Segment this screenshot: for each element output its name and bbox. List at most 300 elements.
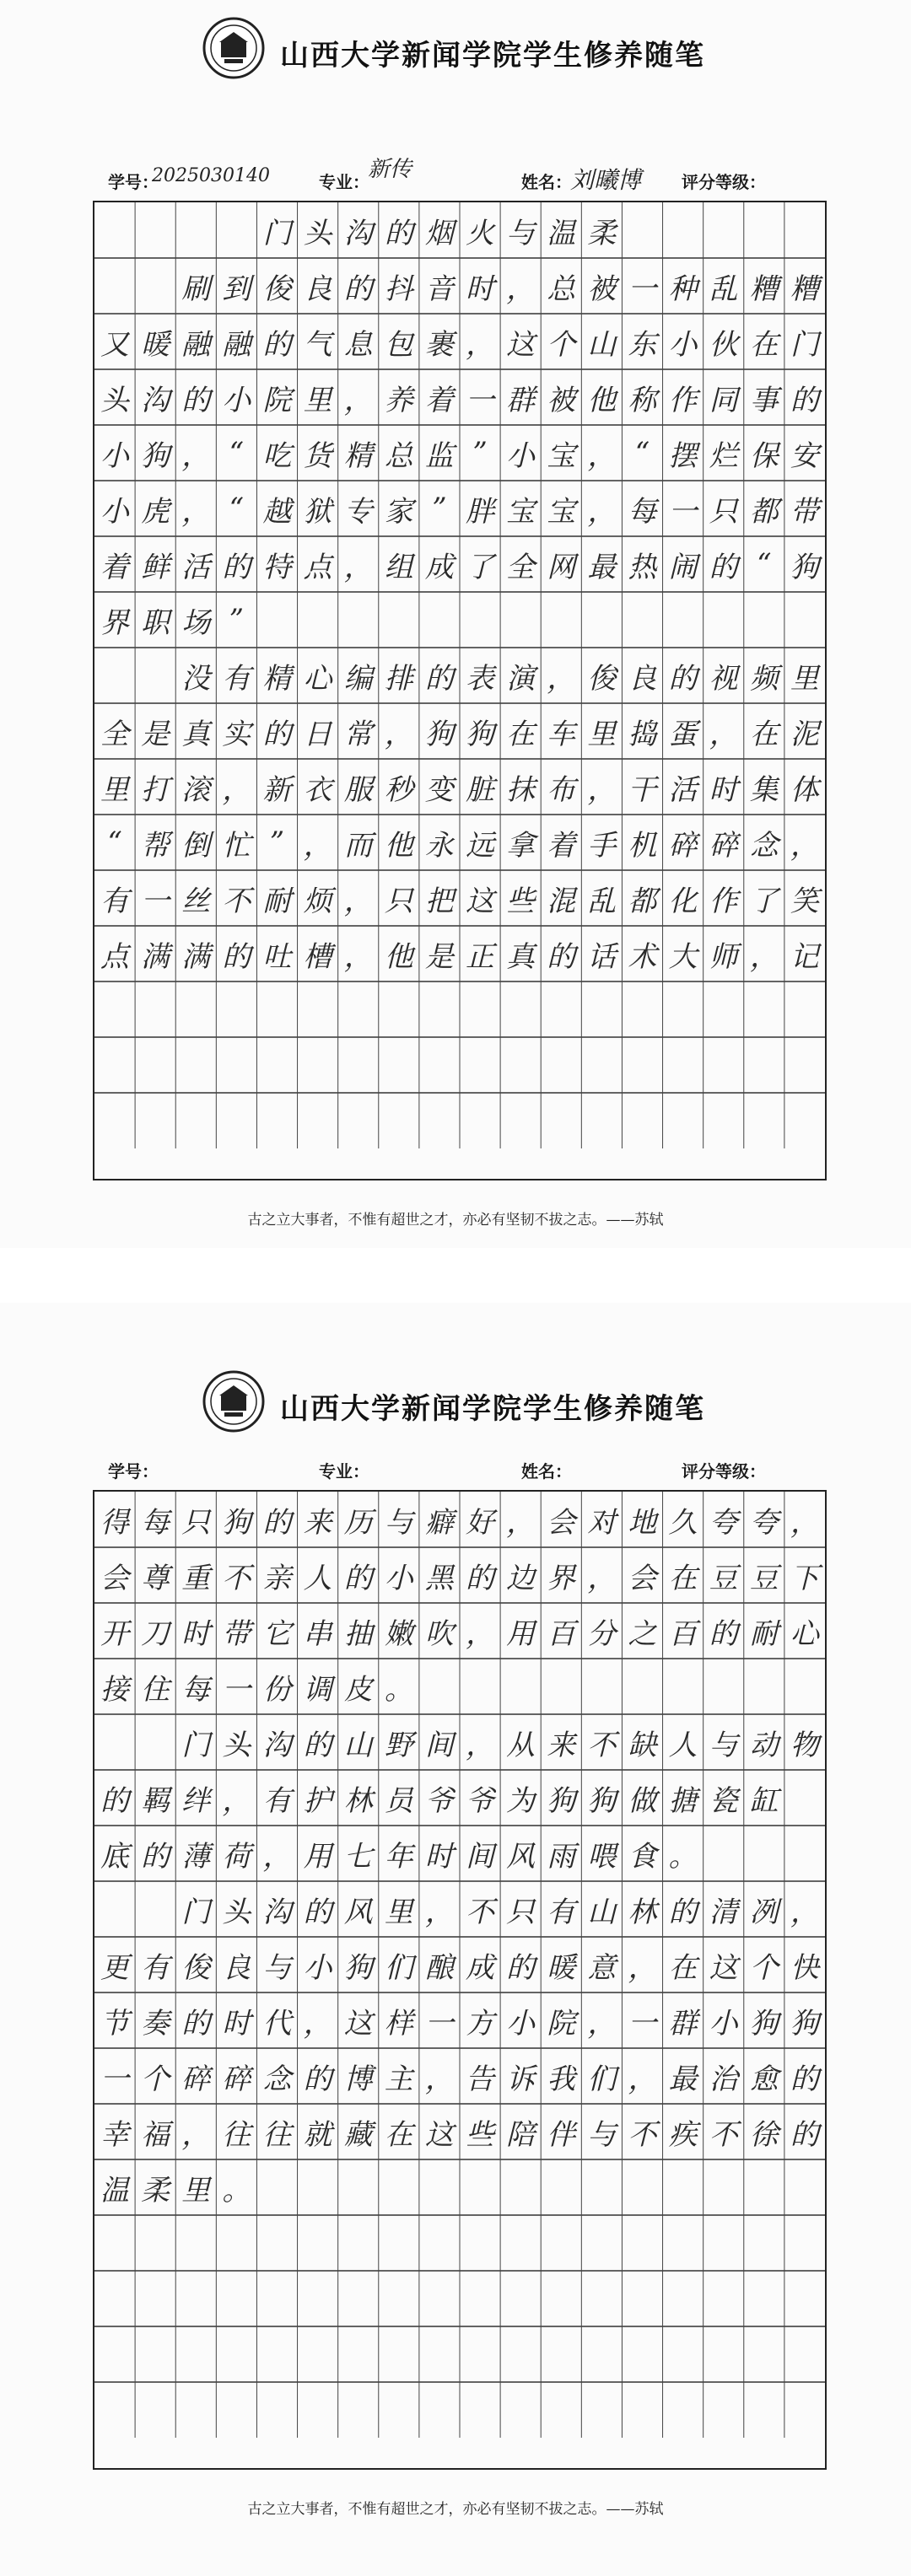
grid-character: ， xyxy=(343,383,373,417)
grid-character: 演 xyxy=(506,661,536,696)
grid-character: 调 xyxy=(303,1672,332,1707)
page-header xyxy=(0,0,911,93)
grid-character: 化 xyxy=(668,884,698,918)
grid-character: 野 xyxy=(384,1728,413,1762)
grid-character: 被 xyxy=(587,272,617,306)
grid-character: 总 xyxy=(384,438,413,473)
grid-character: 来 xyxy=(303,1505,332,1540)
grid-character: 林 xyxy=(343,1783,373,1818)
grid-character: ” xyxy=(269,826,285,859)
grid-character: 在 xyxy=(668,1950,698,1985)
grid-character: 物 xyxy=(790,1728,819,1762)
grid-character: 的 xyxy=(141,1839,170,1874)
grid-character: 活 xyxy=(668,772,698,807)
grid-character: 住 xyxy=(141,1672,170,1707)
grid-character: 狗 xyxy=(424,717,454,751)
essay-line xyxy=(94,703,825,759)
essay-line xyxy=(94,1826,825,1881)
essay-line xyxy=(94,1770,825,1826)
grid-character: ， xyxy=(343,939,373,974)
grid-character: 真 xyxy=(506,939,536,974)
grid-character xyxy=(94,258,135,314)
grid-character: “ xyxy=(229,492,245,525)
grid-character: 就 xyxy=(303,2117,332,2152)
grid-character: 倒 xyxy=(181,828,211,863)
grid-character: 车 xyxy=(547,717,576,751)
essay-title xyxy=(94,202,825,258)
grid-character: 滚 xyxy=(181,772,211,807)
grid-character xyxy=(135,258,175,314)
grid-character xyxy=(135,648,175,703)
grid-character: 我 xyxy=(547,2062,576,2096)
essay-line xyxy=(94,815,825,870)
grid-character: 他 xyxy=(384,828,413,863)
grid-character: 吃 xyxy=(262,438,292,473)
grid-character: 一 xyxy=(668,494,698,529)
grid-character: 的 xyxy=(668,1895,698,1929)
grade-label: 评分等级： xyxy=(682,172,766,192)
grid-character: 了 xyxy=(749,884,779,918)
grid-character: 摆 xyxy=(668,438,698,473)
essay-line xyxy=(94,1603,825,1659)
grid-character: 作 xyxy=(668,383,698,417)
grid-character: 精 xyxy=(262,661,292,696)
essay-line xyxy=(94,2271,825,2326)
grid-character: 保 xyxy=(749,438,779,473)
grid-character: 的 xyxy=(222,550,251,584)
grid-character: 豆 xyxy=(749,1561,779,1595)
grid-character: 百 xyxy=(668,1616,698,1651)
grid-character: 夸 xyxy=(749,1505,779,1540)
grid-character: 头 xyxy=(222,1895,251,1929)
grid-character: 特 xyxy=(262,550,292,584)
grid-character: 这 xyxy=(709,1950,738,1985)
grid-character: ， xyxy=(384,717,413,751)
grid-character: 串 xyxy=(303,1616,332,1651)
essay-line xyxy=(94,369,825,425)
grid-character: 术 xyxy=(628,939,657,974)
grid-character: 间 xyxy=(424,1728,454,1762)
grid-character: 集 xyxy=(749,772,779,807)
major-label: 专业： xyxy=(319,1461,369,1482)
grid-character: 念 xyxy=(749,828,779,863)
grid-character: 对 xyxy=(587,1505,617,1540)
grid-character: 变 xyxy=(424,772,454,807)
grid-character: 狗 xyxy=(749,2006,779,2041)
grid-character: 最 xyxy=(668,2062,698,2096)
grid-character: 动 xyxy=(749,1728,779,1762)
grid-character: 耐 xyxy=(749,1616,779,1651)
essay-line xyxy=(94,759,825,815)
grid-character: 院 xyxy=(262,383,292,417)
grid-character: 总 xyxy=(547,272,576,306)
grid-character: 在 xyxy=(506,717,536,751)
grid-character: 陪 xyxy=(506,2117,536,2152)
grid-character: 捣 xyxy=(628,717,657,751)
grid-character: 七 xyxy=(343,1839,373,1874)
grid-character: 货 xyxy=(303,438,332,473)
name-label: 姓名： xyxy=(521,172,572,192)
grid-character: 暖 xyxy=(141,327,170,362)
grid-character: 这 xyxy=(506,327,536,362)
grid-character: 不 xyxy=(587,1728,617,1762)
grid-character: 碎 xyxy=(709,828,738,863)
grid-character: 沟 xyxy=(262,1728,292,1762)
grid-character: 胖 xyxy=(466,494,495,529)
grid-character: 里 xyxy=(790,661,819,696)
writing-grid xyxy=(93,1490,827,2470)
grid-character: 小 xyxy=(506,2006,536,2041)
grid-character: 着 xyxy=(100,550,130,584)
grid-character: 雨 xyxy=(547,1839,576,1874)
grid-character: 了 xyxy=(466,550,495,584)
grid-character: 告 xyxy=(466,2062,495,2096)
grid-character: 柔 xyxy=(141,2173,170,2208)
grid-character: 包 xyxy=(384,327,413,362)
student-id-label: 学号： xyxy=(108,172,159,192)
university-seal-icon xyxy=(202,17,265,79)
grid-character: 爷 xyxy=(424,1783,454,1818)
grid-character: 藏 xyxy=(343,2117,373,2152)
grid-character: 个 xyxy=(749,1950,779,1985)
grid-character: 实 xyxy=(222,717,251,751)
grid-character: ， xyxy=(181,438,211,473)
grid-character: 院 xyxy=(547,2006,576,2041)
grid-character: 成 xyxy=(424,550,454,584)
grid-character: 里 xyxy=(303,383,332,417)
grid-character: 一 xyxy=(628,2006,657,2041)
grid-character: 温 xyxy=(100,2173,130,2208)
grid-character: 一 xyxy=(222,1672,251,1707)
grid-character: 不 xyxy=(222,884,251,918)
grid-character: 小 xyxy=(100,438,130,473)
grid-character: 只 xyxy=(709,494,738,529)
grid-character: 与 xyxy=(384,1505,413,1540)
grid-character: 林 xyxy=(628,1895,657,1929)
grid-character: 虎 xyxy=(141,494,170,529)
grid-character: 秒 xyxy=(384,772,413,807)
grid-character: 碎 xyxy=(222,2062,251,2096)
grid-character: 每 xyxy=(141,1505,170,1540)
grid-character: 满 xyxy=(141,939,170,974)
grid-character: 每 xyxy=(628,494,657,529)
grid-character: 又 xyxy=(100,327,130,362)
grid-character: 有 xyxy=(141,1950,170,1985)
grid-character: 沟 xyxy=(262,1895,292,1929)
grid-character: 到 xyxy=(222,272,251,306)
grid-character: 时 xyxy=(709,772,738,807)
grid-character: 缸 xyxy=(749,1783,779,1818)
essay-line xyxy=(94,1993,825,2048)
essay-line xyxy=(94,870,825,926)
grid-character: “ xyxy=(757,547,772,581)
grid-character: 门 xyxy=(790,327,819,362)
essay-line xyxy=(94,1492,825,1547)
essay-line xyxy=(94,481,825,536)
student-id-value: 2025030140 xyxy=(152,165,270,186)
grid-character: 是 xyxy=(141,717,170,751)
name-label: 姓名： xyxy=(521,1461,572,1482)
title-character: 门 xyxy=(262,216,292,250)
grid-character: 良 xyxy=(628,661,657,696)
grid-character: ， xyxy=(466,1728,495,1762)
grid-character: 小 xyxy=(303,1950,332,1985)
grid-character: 宝 xyxy=(547,438,576,473)
grid-character: 话 xyxy=(587,939,617,974)
grid-character: 山 xyxy=(587,327,617,362)
grid-character: ， xyxy=(587,2006,617,2041)
essay-page-2 xyxy=(0,1303,911,2576)
grid-character: 里 xyxy=(181,2173,211,2208)
grid-character: 年 xyxy=(384,1839,413,1874)
grid-character: 方 xyxy=(466,2006,495,2041)
grid-character: 亲 xyxy=(262,1561,292,1595)
grid-character: 幸 xyxy=(100,2117,130,2152)
grid-character: 一 xyxy=(466,383,495,417)
essay-line xyxy=(94,2048,825,2104)
grid-character: 更 xyxy=(100,1950,130,1985)
grid-character: 的 xyxy=(506,1950,536,1985)
grid-character: 不 xyxy=(709,2117,738,2152)
grid-character: 融 xyxy=(222,327,251,362)
title-character: 温 xyxy=(547,216,576,250)
grid-character: 分 xyxy=(587,1616,617,1651)
grid-character: 带 xyxy=(222,1616,251,1651)
grid-character: 的 xyxy=(262,1505,292,1540)
grid-character: 布 xyxy=(547,772,576,807)
grid-character: 远 xyxy=(466,828,495,863)
major-label: 专业： xyxy=(319,172,369,192)
grid-character: 带 xyxy=(790,494,819,529)
page-title: 山西大学新闻学院学生修养随笔 xyxy=(280,1392,705,1426)
grid-character: 被 xyxy=(547,383,576,417)
grid-character: 日 xyxy=(303,717,332,751)
grid-character: 的 xyxy=(262,327,292,362)
grid-character: 里 xyxy=(100,772,130,807)
grid-character: 往 xyxy=(222,2117,251,2152)
grid-character: 俊 xyxy=(587,661,617,696)
grid-character: 狗 xyxy=(587,1783,617,1818)
grid-character: 个 xyxy=(141,2062,170,2096)
grid-character: 着 xyxy=(547,828,576,863)
grid-character: 家 xyxy=(384,494,413,529)
grid-character: 用 xyxy=(506,1616,536,1651)
grid-character: 同 xyxy=(709,383,738,417)
grid-character xyxy=(94,1714,135,1770)
grid-character: “ xyxy=(107,826,122,859)
grid-character: 群 xyxy=(668,2006,698,2041)
grid-character: 活 xyxy=(181,550,211,584)
grid-character: 时 xyxy=(424,1839,454,1874)
grade-label: 评分等级： xyxy=(682,1461,766,1482)
major-value: 新传 xyxy=(368,157,412,182)
grid-character: 把 xyxy=(424,884,454,918)
grid-character: 职 xyxy=(141,605,170,640)
grid-character: 历 xyxy=(343,1505,373,1540)
grid-character: 频 xyxy=(749,661,779,696)
grid-character: 羁 xyxy=(141,1783,170,1818)
grid-character: 之 xyxy=(628,1616,657,1651)
grid-character: 些 xyxy=(466,2117,495,2152)
grid-character: 人 xyxy=(303,1561,332,1595)
grid-character: 新 xyxy=(262,772,292,807)
grid-character: ， xyxy=(628,1950,657,1985)
grid-character: 这 xyxy=(424,2117,454,2152)
grid-character: 乱 xyxy=(709,272,738,306)
essay-page-1 xyxy=(0,0,911,1248)
grid-character: 的 xyxy=(100,1783,130,1818)
grid-character: 都 xyxy=(628,884,657,918)
grid-character: 小 xyxy=(709,2006,738,2041)
grid-character: 与 xyxy=(262,1950,292,1985)
grid-character: 的 xyxy=(424,661,454,696)
grid-character: 小 xyxy=(100,494,130,529)
grid-character: 做 xyxy=(628,1783,657,1818)
grid-character: 糟 xyxy=(749,272,779,306)
grid-character: ， xyxy=(506,272,536,306)
grid-character: 往 xyxy=(262,2117,292,2152)
student-info-row xyxy=(108,157,833,194)
grid-character: 绊 xyxy=(181,1783,211,1818)
grid-character: 笑 xyxy=(790,884,819,918)
grid-character: 福 xyxy=(141,2117,170,2152)
title-character: 头 xyxy=(303,216,332,250)
essay-line xyxy=(94,2215,825,2271)
grid-character: 意 xyxy=(587,1950,617,1985)
grid-character: 久 xyxy=(668,1505,698,1540)
grid-character: 的 xyxy=(181,383,211,417)
grid-character: 点 xyxy=(303,550,332,584)
grid-character: 搪 xyxy=(668,1783,698,1818)
grid-character: 不 xyxy=(628,2117,657,2152)
grid-character: 越 xyxy=(262,494,292,529)
student-id-label: 学号： xyxy=(108,1461,159,1482)
grid-character: 会 xyxy=(628,1561,657,1595)
grid-character: 的 xyxy=(303,1895,332,1929)
grid-character: 为 xyxy=(506,1783,536,1818)
grid-character: 狗 xyxy=(547,1783,576,1818)
grid-character: 嫩 xyxy=(384,1616,413,1651)
grid-character: 抖 xyxy=(384,272,413,306)
grid-character: 愈 xyxy=(749,2062,779,2096)
grid-character: 的 xyxy=(181,2006,211,2041)
grid-character: 好 xyxy=(466,1505,495,1540)
grid-character: 烂 xyxy=(709,438,738,473)
grid-character: 正 xyxy=(466,939,495,974)
grid-character: 东 xyxy=(628,327,657,362)
grid-character: 。 xyxy=(384,1672,413,1707)
grid-character: 良 xyxy=(222,1950,251,1985)
grid-character: ， xyxy=(222,1783,251,1818)
grid-character: 奏 xyxy=(141,2006,170,2041)
grid-character: 服 xyxy=(343,772,373,807)
grid-character: 在 xyxy=(384,2117,413,2152)
grid-character: 时 xyxy=(222,2006,251,2041)
grid-character: 视 xyxy=(709,661,738,696)
grid-character: 边 xyxy=(506,1561,536,1595)
grid-character: 的 xyxy=(668,661,698,696)
grid-character: 安 xyxy=(790,438,819,473)
grid-character: 碎 xyxy=(668,828,698,863)
grid-character: 小 xyxy=(384,1561,413,1595)
grid-character: 与 xyxy=(587,2117,617,2152)
grid-character: 员 xyxy=(384,1783,413,1818)
grid-character: 狗 xyxy=(790,2006,819,2041)
grid-character: 豆 xyxy=(709,1561,738,1595)
grid-character: ， xyxy=(587,438,617,473)
grid-character: 大 xyxy=(668,939,698,974)
grid-character: 吹 xyxy=(424,1616,454,1651)
grid-character: 狗 xyxy=(790,550,819,584)
essay-line xyxy=(94,314,825,369)
grid-character: 表 xyxy=(466,661,495,696)
grid-character: 刀 xyxy=(141,1616,170,1651)
grid-character: 份 xyxy=(262,1672,292,1707)
page-title: 山西大学新闻学院学生修养随笔 xyxy=(280,39,705,73)
grid-character: 衣 xyxy=(303,772,332,807)
writing-grid xyxy=(93,201,827,1180)
grid-character: 只 xyxy=(506,1895,536,1929)
grid-character: 有 xyxy=(262,1783,292,1818)
grid-character: 博 xyxy=(343,2062,373,2096)
grid-character: ， xyxy=(587,1561,617,1595)
grid-character: 只 xyxy=(181,1505,211,1540)
grid-character: 疾 xyxy=(668,2117,698,2152)
grid-character: 的 xyxy=(222,939,251,974)
grid-character: 小 xyxy=(668,327,698,362)
grid-character: 记 xyxy=(790,939,819,974)
essay-line xyxy=(94,592,825,648)
grid-character: 缺 xyxy=(628,1728,657,1762)
grid-character: ， xyxy=(587,494,617,529)
grid-character: 来 xyxy=(547,1728,576,1762)
page-gap xyxy=(0,1248,911,1303)
grid-character: 与 xyxy=(709,1728,738,1762)
grid-character: 蛋 xyxy=(668,717,698,751)
grid-character: 宝 xyxy=(547,494,576,529)
grid-character: ， xyxy=(547,661,576,696)
grid-character: ， xyxy=(424,1895,454,1929)
grid-character: ， xyxy=(181,2117,211,2152)
grid-character: 小 xyxy=(506,438,536,473)
grid-character: 暖 xyxy=(547,1950,576,1985)
grid-character: 风 xyxy=(506,1839,536,1874)
grid-character xyxy=(94,1881,135,1937)
grid-character: 的 xyxy=(466,1561,495,1595)
grid-character: 有 xyxy=(222,661,251,696)
grid-character: 治 xyxy=(709,2062,738,2096)
grid-character: 薄 xyxy=(181,1839,211,1874)
essay-line xyxy=(94,1659,825,1714)
grid-character: 会 xyxy=(100,1561,130,1595)
essay-line xyxy=(94,536,825,592)
page-header xyxy=(0,1353,911,1446)
grid-character: 监 xyxy=(424,438,454,473)
grid-character: 抹 xyxy=(506,772,536,807)
grid-character: ， xyxy=(424,2062,454,2096)
grid-character: 在 xyxy=(749,717,779,751)
grid-character: 他 xyxy=(587,383,617,417)
grid-character: ” xyxy=(432,492,447,525)
grid-character: 的 xyxy=(262,717,292,751)
grid-character: 的 xyxy=(709,1616,738,1651)
grid-character: 。 xyxy=(222,2173,251,2208)
grid-character: 山 xyxy=(343,1728,373,1762)
grid-character: 闹 xyxy=(668,550,698,584)
grid-character: 沟 xyxy=(141,383,170,417)
essay-line xyxy=(94,1714,825,1770)
grid-character xyxy=(94,648,135,703)
